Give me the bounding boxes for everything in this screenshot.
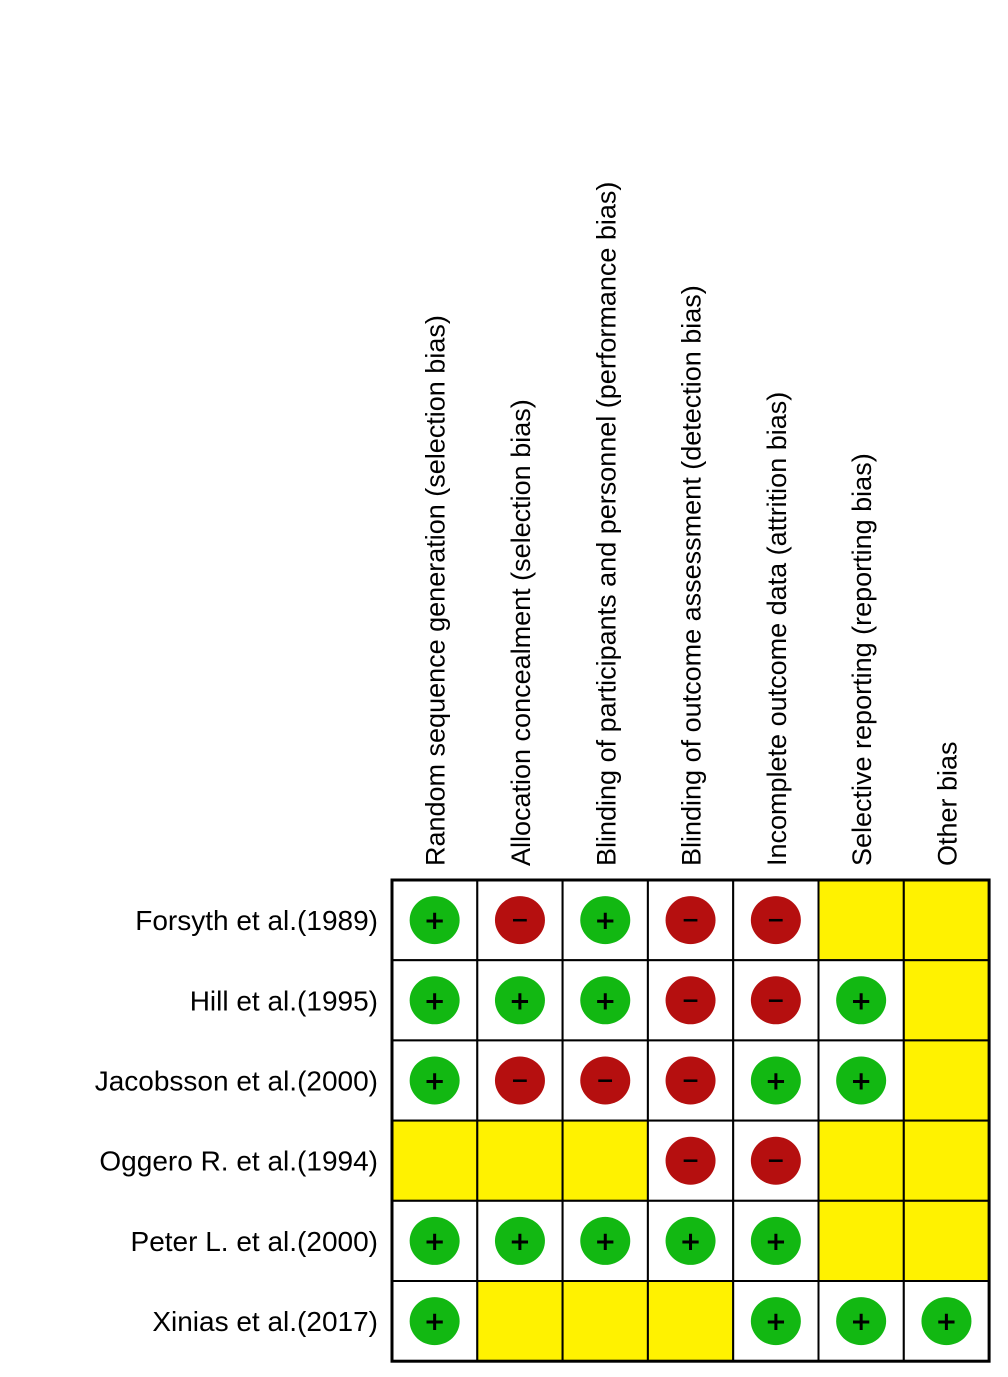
column-label: Random sequence generation (selection bias) [420, 315, 451, 866]
study-label: Xinias et al.(2017) [152, 1306, 378, 1338]
plus-icon: + [935, 1307, 958, 1338]
minus-icon: − [681, 1148, 700, 1174]
plus-icon: + [509, 986, 531, 1017]
minus-icon: − [681, 988, 700, 1014]
plus-icon: + [764, 1307, 787, 1338]
column-label: Selective reporting (reporting bias) [847, 453, 878, 866]
study-label: Peter L. et al.(2000) [130, 1225, 378, 1257]
plus-icon: + [594, 1226, 617, 1257]
minus-icon: − [766, 908, 786, 934]
minus-icon: − [510, 908, 530, 934]
rating-cell-unclear [904, 1121, 989, 1201]
column-label: Blinding of outcome assessment (detection bias) [676, 285, 707, 866]
plus-icon: + [850, 986, 873, 1017]
study-label: Hill et al.(1995) [189, 985, 378, 1017]
plus-icon: + [423, 1307, 446, 1338]
minus-icon: − [596, 1068, 615, 1094]
plus-icon: + [509, 1226, 531, 1257]
column-label: Incomplete outcome data (attrition bias) [761, 391, 792, 866]
minus-icon: − [766, 988, 786, 1014]
study-label: Forsyth et al.(1989) [135, 905, 378, 937]
rating-grid [392, 880, 989, 1361]
minus-icon: − [681, 1068, 700, 1094]
rating-cell-unclear [904, 1201, 989, 1281]
study-label: Oggero R. et al.(1994) [99, 1145, 378, 1177]
plus-icon: + [764, 1226, 787, 1257]
plus-icon: + [594, 986, 617, 1017]
minus-icon: − [766, 1148, 786, 1174]
plus-icon: + [594, 906, 617, 937]
rating-cell-unclear [648, 1281, 733, 1361]
column-labels [421, 182, 963, 866]
plus-icon: + [850, 1307, 873, 1338]
plus-icon: + [850, 1066, 873, 1097]
rating-cell-unclear [904, 960, 989, 1040]
row-labels [95, 905, 378, 1337]
rating-cell-unclear [819, 1201, 904, 1281]
rating-cell-unclear [904, 880, 989, 960]
plus-icon: + [423, 906, 446, 937]
rating-cell-unclear [904, 1040, 989, 1120]
rating-cell-unclear [392, 1121, 477, 1201]
plus-icon: + [423, 986, 446, 1017]
rating-cell-unclear [563, 1281, 648, 1361]
minus-icon: − [510, 1068, 530, 1094]
rating-cell-unclear [563, 1121, 648, 1201]
study-label: Jacobsson et al.(2000) [94, 1065, 378, 1097]
rating-cell-unclear [819, 1121, 904, 1201]
plus-icon: + [679, 1226, 702, 1257]
rating-cell-unclear [819, 880, 904, 960]
column-label: Other bias [932, 741, 963, 866]
plus-icon: + [764, 1066, 787, 1097]
plus-icon: + [423, 1066, 446, 1097]
minus-icon: − [681, 908, 700, 934]
rating-cell-unclear [477, 1281, 562, 1361]
column-label: Blinding of participants and personnel (performance bias) [591, 181, 622, 866]
rating-cell-unclear [477, 1121, 562, 1201]
column-label: Allocation concealment (selection bias) [505, 399, 536, 866]
plus-icon: + [423, 1226, 446, 1257]
